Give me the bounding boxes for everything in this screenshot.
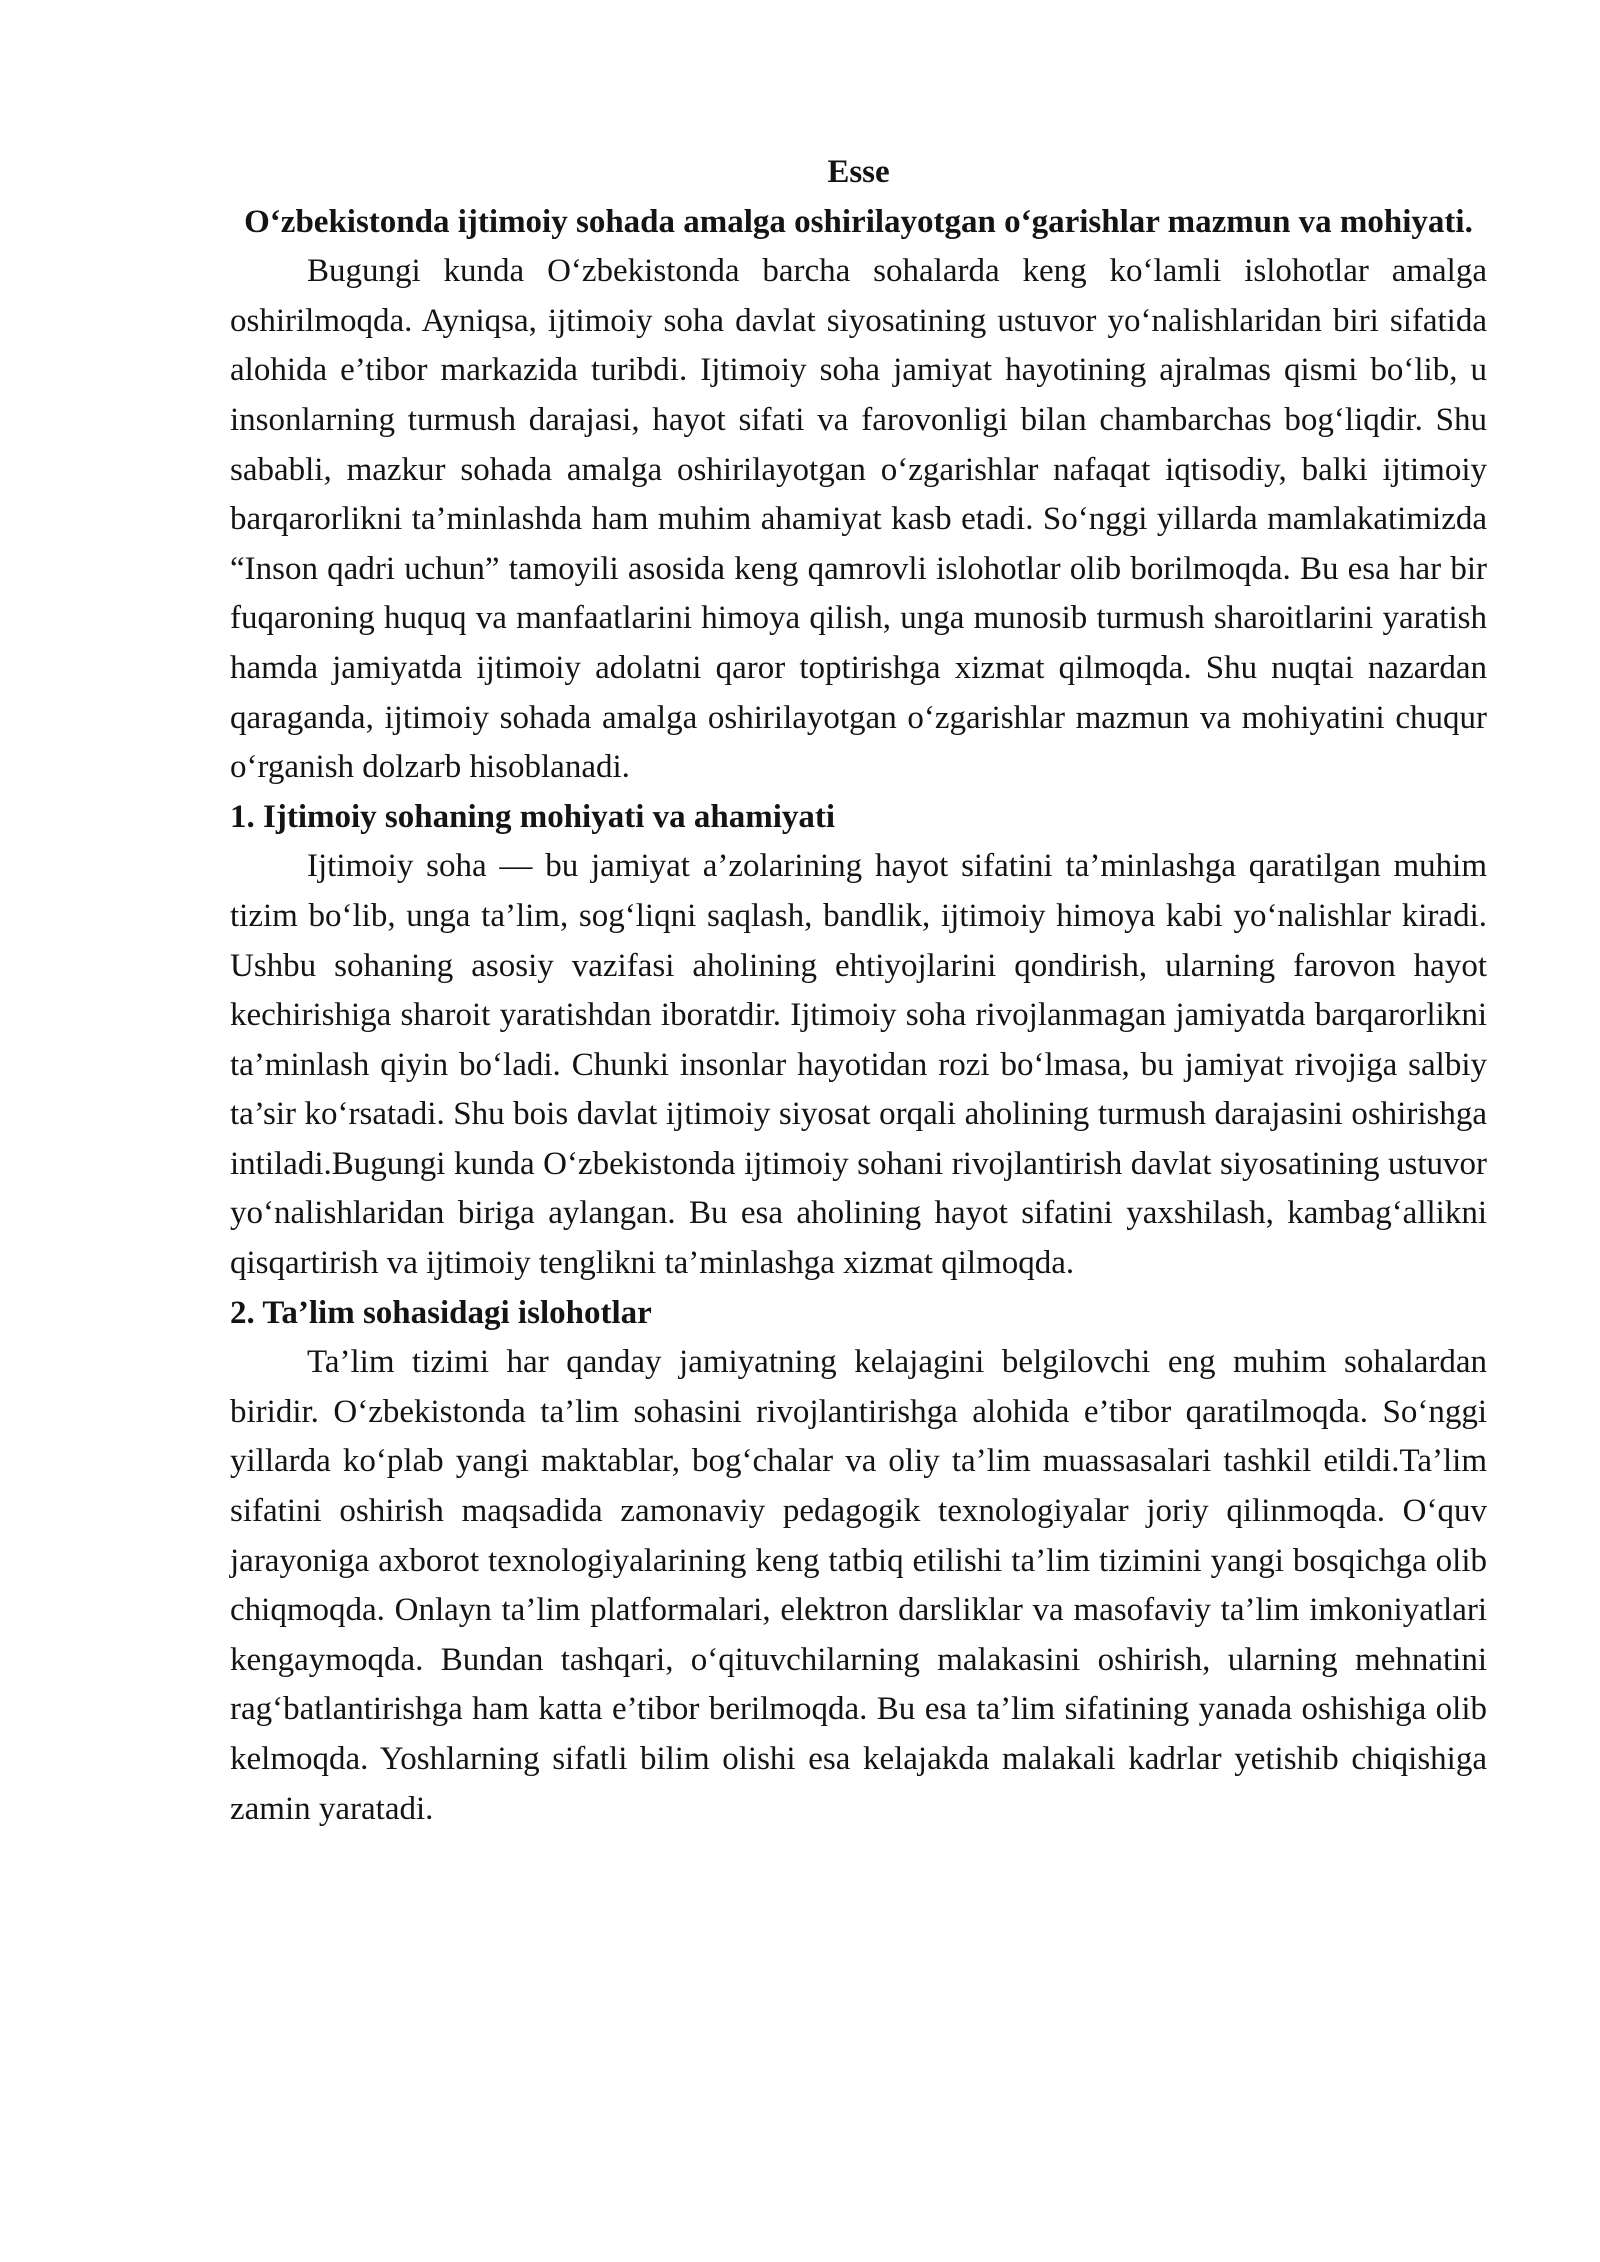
- section-1-heading: 1. Ijtimoiy sohaning mohiyati va ahamiyati: [230, 798, 836, 835]
- intro-paragraph: Bugungi kunda O‘zbekistonda barcha sohalarda keng ko‘lamli islohotlar amalga oshirilmoqda. Ayniqsa, ijtimoiy soha davlat siyosatining ustuvor yo‘nalishlaridan biri sifatida alohida e’tibor markazida turibdi. Ijtimoiy soha jamiyat hayotining ajralmas qismi bo‘lib, u insonlarning turmush darajasi, hayot sifati va farovonligi bilan chambarchas bog‘liqdir. Shu sababli, mazkur sohada amalga oshirilayotgan o‘zgarishlar nafaqat iqtisodiy, balki ijtimoiy barqarorlikni ta’minlashda ham muhim ahamiyat kasb etadi. So‘nggi yillarda mamlakatimizda “Inson qadri uchun” tamoyili asosida keng qamrovli islohotlar olib borilmoqda. Bu esa har bir fuqaroning huquq va manfaatlarini himoya qilish, unga munosib turmush sharoitlarini yaratish hamda jamiyatda ijtimoiy adolatni qaror toptirishga xizmat qilmoqda. Shu nuqtai nazardan qaraganda, ijtimoiy sohada amalga oshirilayotgan o‘zgarishlar mazmun va mohiyatini chuqur o‘rganish dolzarb hisoblanadi.: [230, 253, 1487, 786]
- document-page: [230, 148, 1487, 1834]
- section-2-heading: 2. Ta’lim sohasidagi islohotlar: [230, 1294, 652, 1331]
- section-1-body: Ijtimoiy soha — bu jamiyat a’zolarining hayot sifatini ta’minlashga qaratilgan muhim tizim bo‘lib, unga ta’lim, sog‘liqni saqlash, bandlik, ijtimoiy himoya kabi yo‘nalishlar kiradi. Ushbu sohaning asosiy vazifasi aholining ehtiyojlarini qondirish, ularning farovon hayot kechirishiga sharoit yaratishdan iboratdir. Ijtimoiy soha rivojlanmagan jamiyatda barqarorlikni ta’minlash qiyin bo‘ladi. Chunki insonlar hayotidan rozi bo‘lmasa, bu jamiyat rivojiga salbiy ta’sir ko‘rsatadi. Shu bois davlat ijtimoiy siyosat orqali aholining turmush darajasini oshirishga intiladi.Bugungi kunda O‘zbekistonda ijtimoiy sohani rivojlantirish davlat siyosatining ustuvor yo‘nalishlaridan biriga aylangan. Bu esa aholining hayot sifatini yaxshilash, kambag‘allikni qisqartirish va ijtimoiy tenglikni ta’minlashga xizmat qilmoqda.: [230, 848, 1487, 1282]
- section-2-body: Ta’lim tizimi har qanday jamiyatning kelajagini belgilovchi eng muhim sohalardan biridir. O‘zbekistonda ta’lim sohasini rivojlantirishga alohida e’tibor qaratilmoqda. So‘nggi yillarda ko‘plab yangi maktablar, bog‘chalar va oliy ta’lim muassasalari tashkil etildi.Ta’lim sifatini oshirish maqsadida zamonaviy pedagogik texnologiyalar joriy qilinmoqda. O‘quv jarayoniga axborot texnologiyalarining keng tatbiq etilishi ta’lim tizimini yangi bosqichga olib chiqmoqda. Onlayn ta’lim platformalari, elektron darsliklar va masofaviy ta’lim imkoniyatlari kengaymoqda. Bundan tashqari, o‘qituvchilarning malakasini oshirish, ularning mehnatini rag‘batlantirishga ham katta e’tibor berilmoqda. Bu esa ta’lim sifatining yanada oshishiga olib kelmoqda. Yoshlarning sifatli bilim olishi esa kelajakda malakali kadrlar yetishib chiqishiga zamin yaratadi.: [230, 1344, 1487, 1827]
- document-title: O‘zbekistonda ijtimoiy sohada amalga oshirilayotgan o‘garishlar mazmun va mohiyati.: [244, 203, 1473, 240]
- document-label: Esse: [827, 154, 890, 190]
